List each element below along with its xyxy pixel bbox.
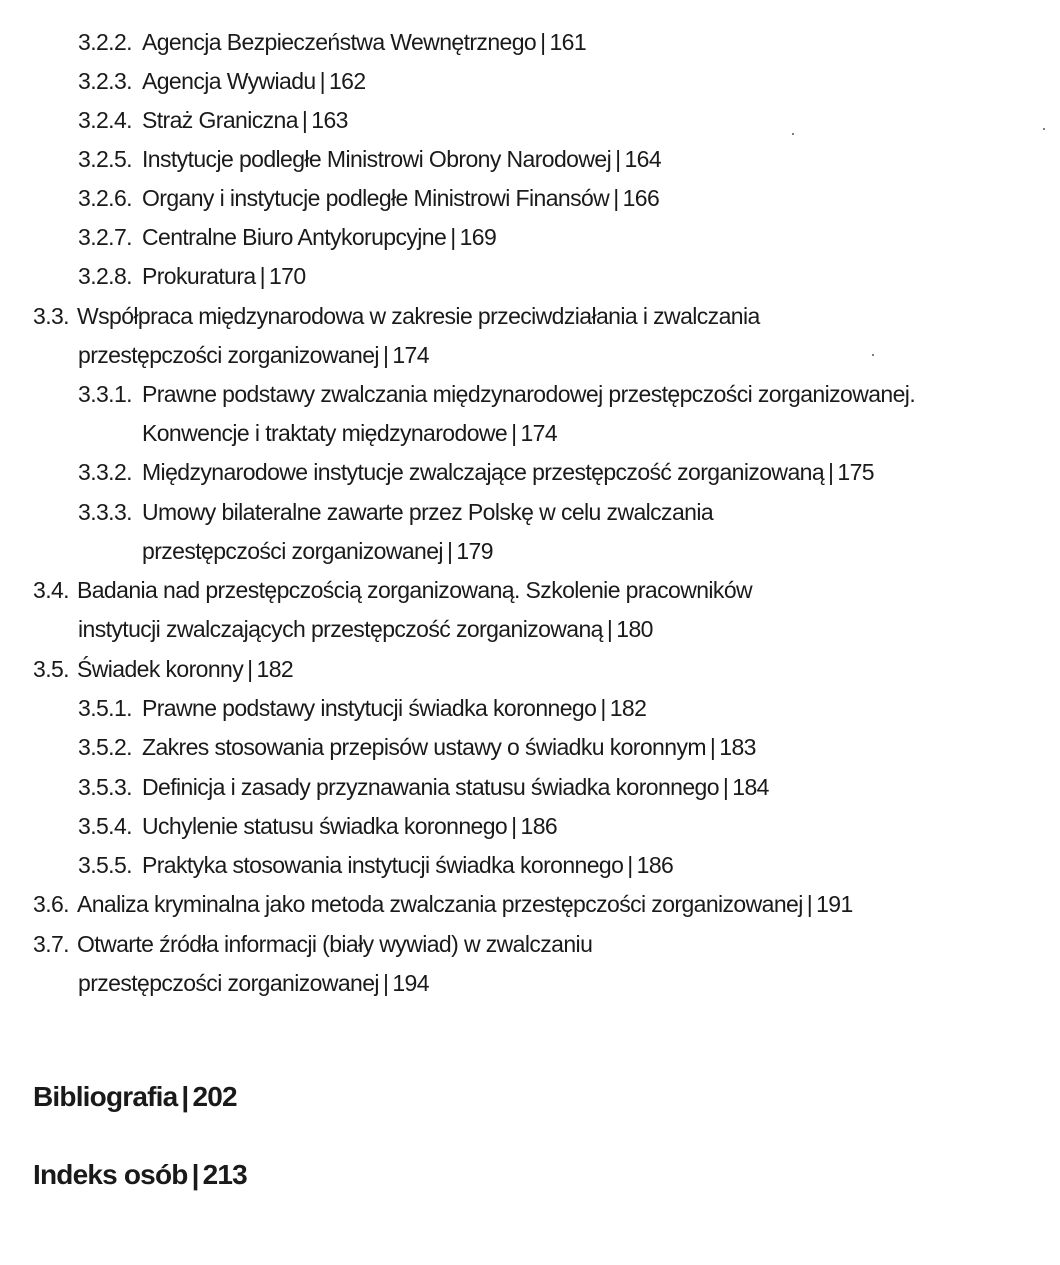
page-separator: | <box>382 970 389 996</box>
toc-entry[interactable] <box>78 846 673 885</box>
toc-entry[interactable] <box>78 257 306 296</box>
toc-entry-page: 184 <box>732 774 769 800</box>
page-separator: | <box>301 107 308 133</box>
toc-entry-number: 3.5.4. <box>78 813 132 839</box>
toc-entry-title: przestępczości zorganizowanej <box>78 342 379 368</box>
toc-entry-continuation <box>78 964 429 1003</box>
toc-entry-number: 3.3. <box>33 303 69 329</box>
toc-entry[interactable] <box>78 768 769 807</box>
page-separator: | <box>709 734 716 760</box>
toc-entry-title: Centralne Biuro Antykorupcyjne <box>142 224 447 250</box>
toc-entry-page: 179 <box>456 538 493 564</box>
toc-entry[interactable] <box>78 807 557 846</box>
toc-entry-page: 162 <box>328 68 366 94</box>
toc-entry-continuation <box>142 414 557 453</box>
toc-entry-number: 3.2.2. <box>78 29 132 55</box>
toc-entry-number: 3.7. <box>33 931 69 957</box>
toc-entry-title: Agencja Bezpieczeństwa Wewnętrznego <box>142 29 537 55</box>
page-separator: | <box>600 695 606 721</box>
toc-entry-number: 3.5. <box>33 656 69 682</box>
toc-entry-number: 3.2.4. <box>78 107 132 133</box>
toc-entry-number: 3.3.3. <box>78 499 132 525</box>
toc-entry-number: 3.2.5. <box>78 146 132 172</box>
toc-entry-number: 3.2.8. <box>78 263 132 289</box>
page-separator: | <box>828 459 834 485</box>
toc-entry[interactable] <box>33 650 293 689</box>
toc-entry-number: 3.5.1. <box>78 695 132 721</box>
toc-entry-title: Definicja i zasady przyznawania statusu świadka koronnego <box>142 774 719 800</box>
toc-entry[interactable] <box>78 179 659 218</box>
page-separator: | <box>613 185 619 211</box>
toc-entry-title: Międzynarodowe instytucje zwalczające przestępczość zorganizowaną <box>142 459 825 485</box>
page-separator: | <box>722 774 729 800</box>
toc-entry-title: Agencja Wywiadu <box>142 68 316 94</box>
toc-entry-continuation <box>142 532 493 571</box>
toc-entry-page: 186 <box>520 813 558 839</box>
toc-entry-title: przestępczości zorganizowanej <box>78 970 379 996</box>
page-separator: | <box>540 29 546 55</box>
toc-entry[interactable] <box>78 140 661 179</box>
toc-entry[interactable] <box>78 101 348 140</box>
toc-entry-continuation <box>78 336 429 375</box>
page-separator: | <box>511 813 517 839</box>
toc-entry-page: 169 <box>459 224 497 250</box>
scan-speck <box>1043 128 1045 130</box>
toc-entry[interactable] <box>78 375 915 414</box>
page-separator: | <box>511 420 517 446</box>
toc-entry[interactable] <box>78 728 756 767</box>
page-separator: | <box>181 1081 189 1112</box>
toc-entry-page: 186 <box>636 852 674 878</box>
page-separator: | <box>446 538 453 564</box>
toc-entry-title: przestępczości zorganizowanej <box>142 538 443 564</box>
toc-section-title: Bibliografia <box>33 1081 178 1112</box>
toc-entry[interactable] <box>33 885 853 924</box>
toc-entry-page: 166 <box>622 185 660 211</box>
toc-entry-page: 191 <box>816 891 853 917</box>
toc-entry-title: Uchylenie statusu świadka koronnego <box>142 813 508 839</box>
toc-entry-title: Prokuratura <box>142 263 256 289</box>
page-separator: | <box>319 68 325 94</box>
toc-entry-page: 182 <box>609 695 647 721</box>
page-separator: | <box>806 891 813 917</box>
toc-entry-title: Analiza kryminalna jako metoda zwalczania przestępczości zorganizowanej <box>77 891 803 917</box>
toc-entry-number: 3.5.2. <box>78 734 132 760</box>
toc-entry-page: 174 <box>392 342 429 368</box>
toc-entry[interactable] <box>78 689 646 728</box>
toc-entry-page: 163 <box>311 107 348 133</box>
toc-section-page: 213 <box>202 1159 247 1190</box>
toc-entry-page: 182 <box>256 656 294 682</box>
page-separator: | <box>259 263 265 289</box>
scan-speck <box>792 133 794 135</box>
page-separator: | <box>191 1159 199 1190</box>
toc-entry[interactable] <box>78 23 586 62</box>
toc-section-title: Indeks osób <box>33 1159 188 1190</box>
toc-entry-number: 3.3.1. <box>78 381 132 407</box>
toc-entry-title: Konwencje i traktaty międzynarodowe <box>142 420 508 446</box>
toc-entry-page: 175 <box>837 459 874 485</box>
toc-entry-title: Organy i instytucje podległe Ministrowi Finansów <box>142 185 610 211</box>
page-separator: | <box>450 224 456 250</box>
toc-entry-number: 3.5.5. <box>78 852 132 878</box>
toc-entry-number: 3.2.6. <box>78 185 132 211</box>
page-separator: | <box>627 852 633 878</box>
toc-entry-title: Umowy bilateralne zawarte przez Polskę w celu zwalczania <box>142 499 714 525</box>
toc-entry-title: Badania nad przestępczością zorganizowaną. Szkolenie pracowników <box>77 577 753 603</box>
toc-entry[interactable] <box>78 493 713 532</box>
toc-entry-title: Prawne podstawy zwalczania międzynarodowej przestępczości zorganizowanej. <box>142 381 916 407</box>
page-separator: | <box>615 146 621 172</box>
toc-entry-page: 164 <box>624 146 662 172</box>
toc-entry-number: 3.5.3. <box>78 774 132 800</box>
toc-entry-page: 183 <box>719 734 756 760</box>
toc-entry-number: 3.2.3. <box>78 68 132 94</box>
toc-entry[interactable] <box>78 218 496 257</box>
toc-entry-page: 161 <box>549 29 587 55</box>
toc-entry-title: Prawne podstawy instytucji świadka koronnego <box>142 695 597 721</box>
page-separator: | <box>247 656 253 682</box>
page-separator: | <box>382 342 389 368</box>
toc-entry-title: Świadek koronny <box>77 656 244 682</box>
toc-section-bibliography[interactable] <box>33 1081 237 1113</box>
toc-entry-title: Zakres stosowania przepisów ustawy o świadku koronnym <box>142 734 706 760</box>
toc-entry-title: Współpraca międzynarodowa w zakresie przeciwdziałania i zwalczania <box>77 303 760 329</box>
toc-section-index[interactable] <box>33 1159 247 1191</box>
toc-entry-number: 3.3.2. <box>78 459 132 485</box>
toc-entry-title: Instytucje podległe Ministrowi Obrony Narodowej <box>142 146 612 172</box>
toc-entry-title: Straż Graniczna <box>142 107 298 133</box>
toc-entry-title: Otwarte źródła informacji (biały wywiad) w zwalczaniu <box>77 931 593 957</box>
toc-entry-number: 3.4. <box>33 577 69 603</box>
toc-entry-number: 3.6. <box>33 891 69 917</box>
toc-entry-page: 194 <box>392 970 429 996</box>
toc-entry-title: Praktyka stosowania instytucji świadka koronnego <box>142 852 624 878</box>
toc-entry-number: 3.2.7. <box>78 224 132 250</box>
toc-entry-continuation <box>78 610 653 649</box>
toc-entry-title: instytucji zwalczających przestępczość zorganizowaną <box>78 616 603 642</box>
toc-entry[interactable] <box>33 297 760 336</box>
toc-entry-page: 174 <box>520 420 558 446</box>
toc-entry[interactable] <box>33 571 752 610</box>
toc-entry-page: 170 <box>268 263 306 289</box>
page-separator: | <box>606 616 613 642</box>
toc-entry-page: 180 <box>616 616 653 642</box>
toc-entry[interactable] <box>33 925 592 964</box>
toc-entry[interactable] <box>78 62 366 101</box>
toc-entry[interactable] <box>78 453 874 492</box>
toc-section-page: 202 <box>192 1081 237 1112</box>
scan-speck <box>872 354 874 356</box>
